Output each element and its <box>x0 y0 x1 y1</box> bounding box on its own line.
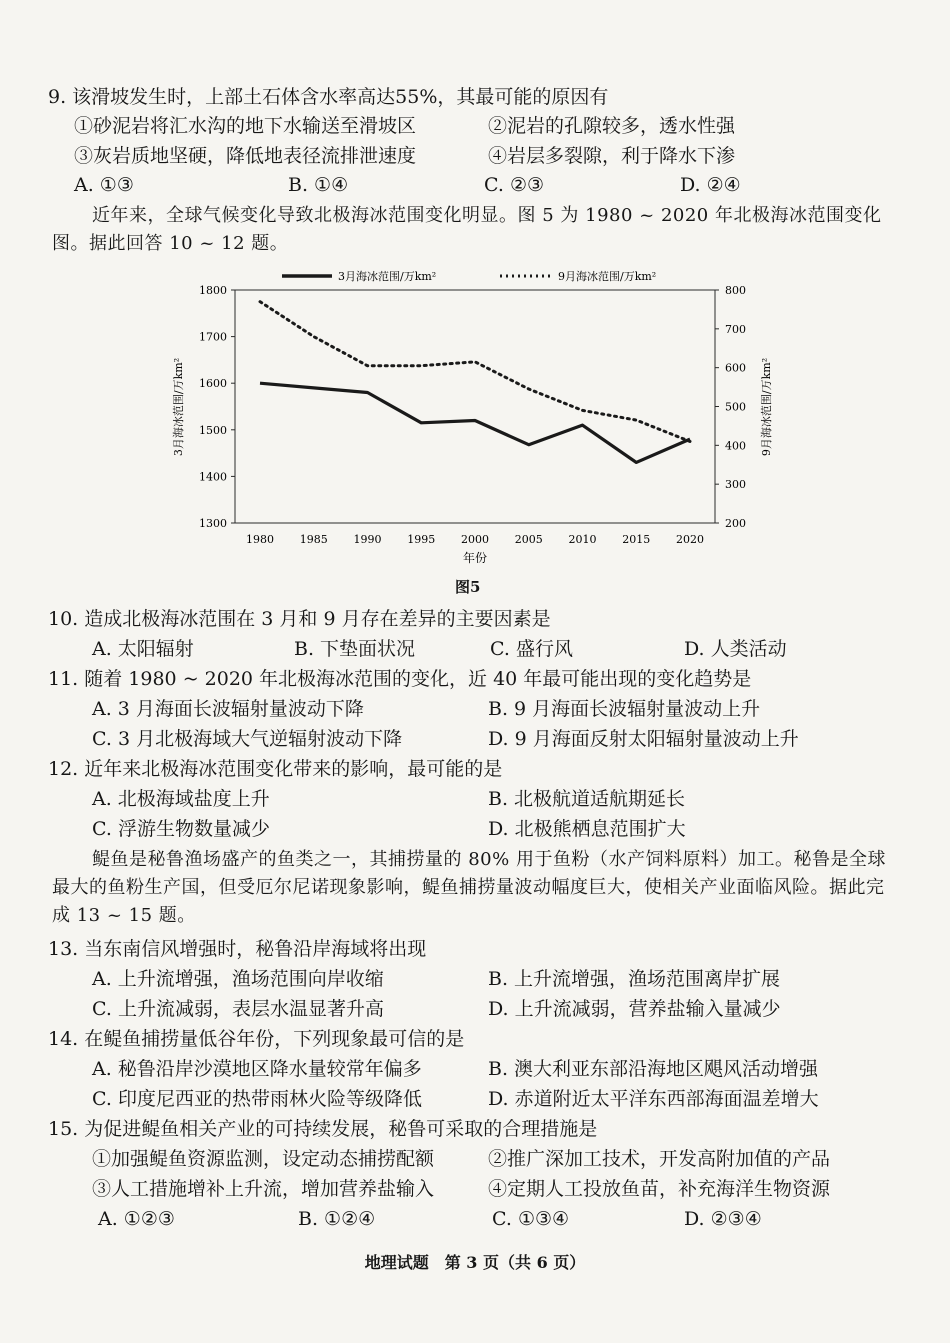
x-tick-label: 2000 <box>461 533 489 546</box>
q12-option-d: D. 北极熊栖息范围扩大 <box>488 818 686 840</box>
x-tick-label: 2010 <box>568 533 597 546</box>
page-footer: 地理试题 第 3 页（共 6 页） <box>364 1253 586 1272</box>
x-tick-label: 1980 <box>246 533 274 546</box>
y-right-tick-label: 500 <box>725 400 746 414</box>
plot-area-frame <box>235 290 715 523</box>
y-right-axis-label: 9月海冰范围/万km² <box>760 357 773 457</box>
q10-option-d: D. 人类活动 <box>684 638 787 660</box>
q9-option-c: C. ②③ <box>484 174 545 196</box>
y-right-tick-label: 200 <box>725 517 746 530</box>
q14-option-b: B. 澳大利亚东部沿海地区飓风活动增强 <box>488 1058 819 1080</box>
intro-13-15: 鳀鱼是秘鲁渔场盛产的鱼类之一，其捕捞量的 80% 用于鱼粉（水产饲料原料）加工。秘鲁是全球最大的鱼粉生产国，但受厄尔尼诺现象影响，鳀鱼捕捞量波动幅度巨大，使相关产业面临风险。据此完成 13 ~ 15 题。 <box>52 849 886 926</box>
q15-statement-2: ②推广深加工技术，开发高附加值的产品 <box>488 1148 831 1170</box>
q10-option-b: B. 下垫面状况 <box>294 638 416 660</box>
x-tick-label: 1985 <box>299 533 328 546</box>
q15-option-c: C. ①③④ <box>492 1208 570 1230</box>
y-left-tick-label: 1700 <box>199 330 227 344</box>
q10-option-c: C. 盛行风 <box>490 638 573 660</box>
x-axis-label: 年份 <box>462 551 488 565</box>
x-tick-label: 2015 <box>622 533 651 546</box>
q15-option-b: B. ①②④ <box>298 1208 376 1230</box>
y-left-tick-label: 1600 <box>199 377 227 391</box>
q9-stem: 9. 该滑坡发生时，上部土石体含水率高达55%，其最可能的原因有 <box>48 86 609 108</box>
legend-september-label: 9月海冰范围/万km² <box>558 270 657 283</box>
q13-stem: 13. 当东南信风增强时，秘鲁沿岸海域将出现 <box>48 938 427 960</box>
q9-statement-4: ④岩层多裂隙，利于降水下渗 <box>488 145 736 167</box>
q9-statement-1: ①砂泥岩将汇水沟的地下水输送至滑坡区 <box>74 115 417 137</box>
intro-10-12: 近年来，全球气候变化导致北极海冰范围变化明显。图 5 为 1980 ~ 2020 年北极海冰范围变化图。据此回答 10 ~ 12 题。 <box>52 205 882 254</box>
y-left-axis-label: 3月海冰范围/万km² <box>172 357 185 457</box>
y-right-tick-label: 400 <box>725 439 746 453</box>
q12-stem: 12. 近年来北极海冰范围变化带来的影响，最可能的是 <box>48 758 503 780</box>
y-left-tick-label: 1500 <box>199 423 227 437</box>
y-left-tick-label: 1300 <box>199 517 227 530</box>
sea-ice-chart-svg <box>170 262 800 572</box>
q14-option-a: A. 秘鲁沿岸沙漠地区降水量较常年偏多 <box>92 1058 422 1080</box>
x-tick-label: 2020 <box>676 533 704 546</box>
series-march-line <box>260 383 690 462</box>
q9-option-b: B. ①④ <box>288 174 349 196</box>
q11-stem: 11. 随着 1980 ~ 2020 年北极海冰范围的变化，近 40 年最可能出现的变化趋势是 <box>48 668 752 690</box>
y-right-tick-label: 700 <box>725 322 746 336</box>
legend-march-label: 3月海冰范围/万km² <box>338 270 437 283</box>
sea-ice-chart <box>170 262 800 572</box>
q9-statement-2: ②泥岩的孔隙较多，透水性强 <box>488 115 736 137</box>
q15-stem: 15. 为促进鳀鱼相关产业的可持续发展，秘鲁可采取的合理措施是 <box>48 1118 598 1140</box>
q12-option-a: A. 北极海域盐度上升 <box>92 788 270 810</box>
q10-option-a: A. 太阳辐射 <box>92 638 194 660</box>
y-right-tick-label: 800 <box>725 284 746 297</box>
q15-statement-4: ④定期人工投放鱼苗，补充海洋生物资源 <box>488 1178 831 1200</box>
q13-option-a: A. 上升流增强，渔场范围向岸收缩 <box>92 968 384 990</box>
q15-statement-3: ③人工措施增补上升流，增加营养盐输入 <box>92 1178 435 1200</box>
y-right-tick-label: 600 <box>725 361 746 375</box>
q13-option-b: B. 上升流增强，渔场范围离岸扩展 <box>488 968 781 990</box>
q13-option-c: C. 上升流减弱，表层水温显著升高 <box>92 998 384 1020</box>
q10-stem: 10. 造成北极海冰范围在 3 月和 9 月存在差异的主要因素是 <box>48 608 551 630</box>
q9-option-a: A. ①③ <box>74 174 134 196</box>
q11-option-b: B. 9 月海面长波辐射量波动上升 <box>488 698 761 720</box>
q15-option-d: D. ②③④ <box>684 1208 762 1230</box>
q14-option-d: D. 赤道附近太平洋东西部海面温差增大 <box>488 1088 819 1110</box>
x-tick-label: 2005 <box>514 533 543 546</box>
q11-option-a: A. 3 月海面长波辐射量波动下降 <box>92 698 364 720</box>
q11-option-d: D. 9 月海面反射太阳辐射量波动上升 <box>488 728 799 750</box>
q12-option-b: B. 北极航道适航期延长 <box>488 788 686 810</box>
q11-option-c: C. 3 月北极海域大气逆辐射波动下降 <box>92 728 403 750</box>
y-right-tick-label: 300 <box>725 478 746 492</box>
x-tick-label: 1995 <box>407 533 436 546</box>
q15-statement-1: ①加强鳀鱼资源监测，设定动态捕捞配额 <box>92 1148 435 1170</box>
q15-option-a: A. ①②③ <box>98 1208 175 1230</box>
q13-option-d: D. 上升流减弱，营养盐输入量减少 <box>488 998 781 1020</box>
figure-caption: 图5 <box>455 578 481 596</box>
q14-stem: 14. 在鳀鱼捕捞量低谷年份，下列现象最可信的是 <box>48 1028 465 1050</box>
q12-option-c: C. 浮游生物数量减少 <box>92 818 270 840</box>
q9-statement-3: ③灰岩质地坚硬，降低地表径流排泄速度 <box>74 145 417 167</box>
q9-option-d: D. ②④ <box>680 174 741 196</box>
q14-option-c: C. 印度尼西亚的热带雨林火险等级降低 <box>92 1088 422 1110</box>
y-left-tick-label: 1800 <box>199 284 227 297</box>
y-left-tick-label: 1400 <box>199 470 227 484</box>
x-tick-label: 1990 <box>353 533 382 546</box>
